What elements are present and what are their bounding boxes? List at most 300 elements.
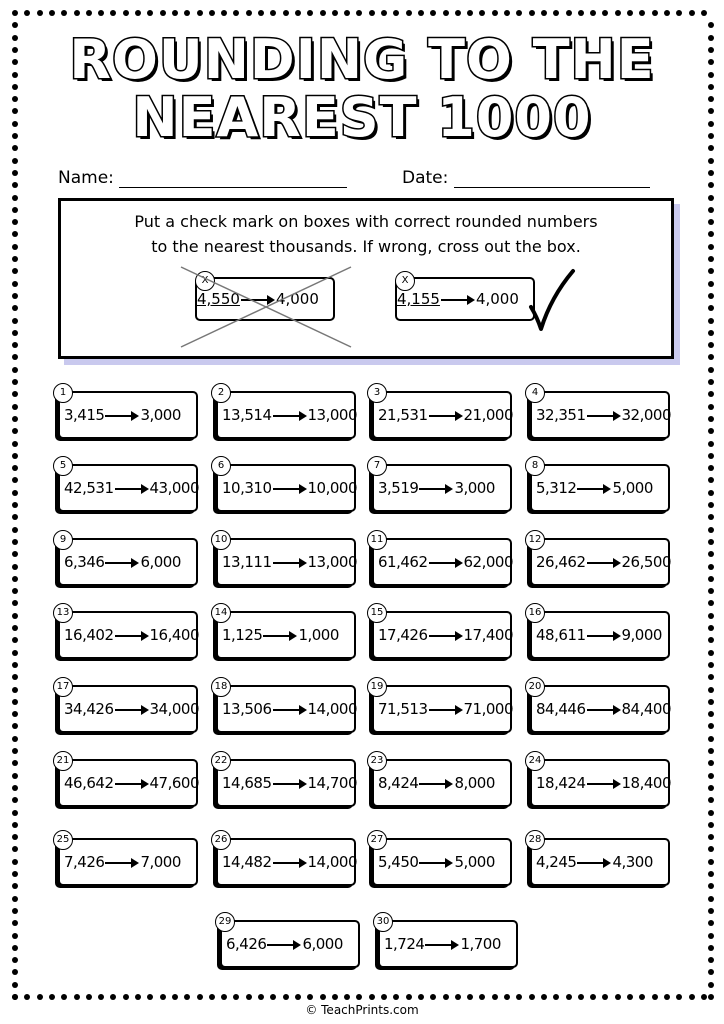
- arrow-icon: [273, 482, 307, 496]
- name-field[interactable]: [119, 187, 347, 188]
- problem-box[interactable]: [214, 534, 357, 586]
- problem-from: 17,426: [378, 626, 428, 644]
- problem-number: 26: [211, 830, 231, 850]
- problem-number: 21: [53, 751, 73, 771]
- border-dot: [381, 10, 387, 16]
- border-dot: [12, 182, 18, 188]
- problem-number: 1: [53, 383, 73, 403]
- border-dot: [209, 10, 215, 16]
- border-dot: [708, 539, 714, 545]
- border-dot: [708, 957, 714, 963]
- border-dot: [418, 994, 424, 1000]
- problem-number: 7: [367, 456, 387, 476]
- border-dot: [708, 637, 714, 643]
- problem-box[interactable]: [370, 607, 513, 659]
- border-dot: [123, 994, 129, 1000]
- border-dot: [12, 920, 18, 926]
- border-dot: [12, 674, 18, 680]
- border-dot: [12, 490, 18, 496]
- problem-to: 5,000: [454, 853, 495, 871]
- border-dot: [708, 416, 714, 422]
- problem-to: 3,000: [140, 406, 181, 424]
- border-dot: [708, 342, 714, 348]
- border-dot: [270, 10, 276, 16]
- problem-box[interactable]: [372, 460, 512, 512]
- border-dot: [708, 564, 714, 570]
- problem-number: 10: [211, 530, 231, 550]
- problem-text: [222, 479, 357, 497]
- problem-number: 28: [525, 830, 545, 850]
- border-dot: [689, 10, 695, 16]
- problem-number: 15: [367, 603, 387, 623]
- border-dot: [12, 367, 18, 373]
- problem-number: 4: [525, 383, 545, 403]
- border-dot: [356, 10, 362, 16]
- problem-to: 3,000: [454, 479, 495, 497]
- border-dot: [602, 10, 608, 16]
- arrow-icon: [577, 482, 611, 496]
- problem-number: 19: [367, 677, 387, 697]
- border-dot: [12, 404, 18, 410]
- border-dot: [12, 785, 18, 791]
- problem-number: 27: [367, 830, 387, 850]
- problem-number: 22: [211, 751, 231, 771]
- border-dot: [12, 342, 18, 348]
- border-dot: [701, 994, 707, 1000]
- problem-text: [378, 774, 495, 792]
- arrow-icon: [429, 409, 463, 423]
- problem-from: 10,310: [222, 479, 272, 497]
- border-dot: [74, 10, 80, 16]
- border-dot: [12, 514, 18, 520]
- border-dot: [123, 10, 129, 16]
- problem-text: [64, 774, 199, 792]
- border-dot: [86, 994, 92, 1000]
- problem-box[interactable]: [56, 607, 199, 659]
- problem-from: 16,402: [64, 626, 114, 644]
- border-dot: [708, 908, 714, 914]
- problem-from: 7,426: [64, 853, 105, 871]
- problem-text: [378, 700, 513, 718]
- border-dot: [12, 281, 18, 287]
- instructions-line-1: Put a check mark on boxes with correct rounded numbers: [134, 212, 598, 231]
- problem-to: 17,400: [463, 626, 513, 644]
- border-dot: [12, 834, 18, 840]
- border-dot: [492, 994, 498, 1000]
- problem-to: 13,000: [307, 406, 357, 424]
- problem-box[interactable]: [56, 681, 199, 733]
- problem-text: [222, 853, 357, 871]
- problem-number: 8: [525, 456, 545, 476]
- border-dot: [209, 994, 215, 1000]
- arrow-icon: [115, 703, 149, 717]
- example-from: 4,155: [397, 290, 440, 308]
- problem-box[interactable]: [58, 534, 198, 586]
- problem-to: 8,000: [454, 774, 495, 792]
- problem-from: 6,426: [226, 935, 267, 953]
- problem-text: [222, 553, 357, 571]
- border-dot: [49, 994, 55, 1000]
- problem-text: [378, 406, 513, 424]
- border-dot: [197, 994, 203, 1000]
- problem-from: 1,724: [384, 935, 425, 953]
- border-dot: [708, 625, 714, 631]
- border-dot: [12, 170, 18, 176]
- problem-text: [536, 479, 653, 497]
- problem-number: 25: [53, 830, 73, 850]
- border-dot: [295, 994, 301, 1000]
- border-dot: [12, 797, 18, 803]
- problem-text: [64, 553, 181, 571]
- problem-text: [536, 553, 671, 571]
- problem-from: 8,424: [378, 774, 419, 792]
- problem-box[interactable]: [216, 387, 357, 439]
- border-dot: [708, 391, 714, 397]
- border-dot: [708, 613, 714, 619]
- border-dot: [12, 748, 18, 754]
- border-dot: [37, 10, 43, 16]
- border-dot: [455, 994, 461, 1000]
- border-dot: [12, 969, 18, 975]
- example-box-checked: [395, 277, 535, 321]
- arrow-icon: [273, 703, 307, 717]
- problem-text: [222, 406, 357, 424]
- border-dot: [578, 994, 584, 1000]
- border-dot: [74, 994, 80, 1000]
- border-dot: [61, 10, 67, 16]
- border-dot: [708, 231, 714, 237]
- border-dot: [12, 982, 18, 988]
- border-dot: [708, 453, 714, 459]
- problem-box[interactable]: [372, 387, 513, 439]
- border-dot: [708, 933, 714, 939]
- border-dot: [553, 994, 559, 1000]
- border-dot: [708, 711, 714, 717]
- problem-number: 3: [367, 383, 387, 403]
- arrow-icon: [273, 409, 307, 423]
- problem-box[interactable]: [214, 834, 357, 886]
- border-dot: [37, 994, 43, 1000]
- problem-text: [378, 479, 495, 497]
- arrow-icon: [105, 856, 139, 870]
- problem-to: 6,000: [140, 553, 181, 571]
- border-dot: [24, 10, 30, 16]
- problem-box[interactable]: [370, 681, 513, 733]
- problem-number: 17: [53, 677, 73, 697]
- border-dot: [467, 10, 473, 16]
- border-dot: [708, 170, 714, 176]
- date-label: Date:: [402, 168, 449, 188]
- problem-number: 30: [373, 912, 393, 932]
- arrow-icon: [419, 482, 453, 496]
- border-dot: [708, 354, 714, 360]
- problem-to: 18,400: [621, 774, 671, 792]
- border-dot: [160, 994, 166, 1000]
- border-dot: [12, 613, 18, 619]
- border-dot: [12, 22, 18, 28]
- problem-number: 23: [367, 751, 387, 771]
- border-dot: [135, 10, 141, 16]
- border-dot: [12, 588, 18, 594]
- instructions-box: [58, 198, 674, 359]
- arrow-icon: [441, 293, 475, 307]
- arrow-icon: [587, 409, 621, 423]
- problem-box[interactable]: [218, 916, 360, 968]
- border-dot: [12, 736, 18, 742]
- border-dot: [12, 293, 18, 299]
- border-dot: [295, 10, 301, 16]
- problem-box[interactable]: [56, 755, 199, 807]
- border-dot: [708, 367, 714, 373]
- instructions-line-2: to the nearest thousands. If wrong, cross out the box.: [151, 237, 581, 256]
- problem-text: [536, 626, 662, 644]
- border-dot: [708, 219, 714, 225]
- border-dot: [708, 441, 714, 447]
- arrow-icon: [105, 556, 139, 570]
- problem-from: 84,446: [536, 700, 586, 718]
- problem-box[interactable]: [370, 534, 513, 586]
- title-line-1: ROUNDING TO THE: [69, 28, 655, 91]
- border-dot: [283, 10, 289, 16]
- problem-text: [536, 700, 671, 718]
- border-dot: [615, 994, 621, 1000]
- border-dot: [12, 687, 18, 693]
- border-dot: [708, 834, 714, 840]
- arrow-icon: [429, 556, 463, 570]
- date-field[interactable]: [454, 187, 650, 188]
- border-dot: [12, 859, 18, 865]
- border-dot: [12, 477, 18, 483]
- border-dot: [708, 920, 714, 926]
- border-dot: [455, 10, 461, 16]
- problem-to: 6,000: [302, 935, 343, 953]
- border-dot: [12, 527, 18, 533]
- border-dot: [197, 10, 203, 16]
- problem-to: 26,500: [621, 553, 671, 571]
- border-dot: [708, 465, 714, 471]
- problem-from: 3,415: [64, 406, 105, 424]
- border-dot: [172, 994, 178, 1000]
- problem-box[interactable]: [370, 834, 512, 886]
- arrow-icon: [105, 409, 139, 423]
- border-dot: [708, 748, 714, 754]
- border-dot: [708, 760, 714, 766]
- border-dot: [12, 354, 18, 360]
- border-dot: [344, 994, 350, 1000]
- border-dot: [12, 244, 18, 250]
- problem-text: [64, 406, 181, 424]
- border-dot: [566, 994, 572, 1000]
- problem-text: [384, 935, 501, 953]
- problem-to: 14,000: [307, 700, 357, 718]
- problem-box[interactable]: [528, 607, 670, 659]
- border-dot: [12, 637, 18, 643]
- problem-box[interactable]: [214, 607, 356, 659]
- border-dot: [708, 527, 714, 533]
- problem-number: 5: [53, 456, 73, 476]
- border-dot: [627, 10, 633, 16]
- problem-from: 32,351: [536, 406, 586, 424]
- border-dot: [541, 994, 547, 1000]
- border-dot: [708, 785, 714, 791]
- problem-to: 9,000: [621, 626, 662, 644]
- problem-box[interactable]: [214, 755, 357, 807]
- arrow-icon: [429, 703, 463, 717]
- border-dot: [12, 945, 18, 951]
- border-dot: [221, 994, 227, 1000]
- problem-to: 84,400: [621, 700, 671, 718]
- border-dot: [12, 195, 18, 201]
- border-dot: [246, 10, 252, 16]
- border-dot: [708, 379, 714, 385]
- border-dot: [184, 994, 190, 1000]
- problem-box[interactable]: [528, 534, 671, 586]
- border-dot: [344, 10, 350, 16]
- border-dot: [566, 10, 572, 16]
- border-dot: [12, 883, 18, 889]
- problem-to: 5,000: [612, 479, 653, 497]
- border-dot: [529, 994, 535, 1000]
- problem-box[interactable]: [370, 755, 512, 807]
- border-dot: [708, 600, 714, 606]
- border-dot: [708, 490, 714, 496]
- problem-to: 71,000: [463, 700, 513, 718]
- border-dot: [258, 994, 264, 1000]
- problem-box[interactable]: [216, 460, 357, 512]
- border-dot: [602, 994, 608, 1000]
- border-dot: [110, 10, 116, 16]
- problem-box[interactable]: [58, 460, 199, 512]
- border-dot: [12, 662, 18, 668]
- border-dot: [708, 477, 714, 483]
- border-dot: [12, 502, 18, 508]
- border-dot: [332, 10, 338, 16]
- problem-box[interactable]: [56, 834, 198, 886]
- border-dot: [708, 859, 714, 865]
- problem-number: 6: [211, 456, 231, 476]
- border-dot: [708, 846, 714, 852]
- border-dot: [615, 10, 621, 16]
- problem-to: 4,300: [612, 853, 653, 871]
- arrow-icon: [273, 556, 307, 570]
- border-dot: [12, 650, 18, 656]
- problem-text: [64, 853, 181, 871]
- problem-number: 20: [525, 677, 545, 697]
- border-dot: [708, 404, 714, 410]
- border-dot: [12, 539, 18, 545]
- border-dot: [479, 10, 485, 16]
- border-dot: [406, 10, 412, 16]
- border-dot: [233, 10, 239, 16]
- problem-box[interactable]: [530, 387, 671, 439]
- border-dot: [701, 10, 707, 16]
- problem-from: 4,245: [536, 853, 577, 871]
- border-dot: [283, 994, 289, 1000]
- example-to: 4,000: [475, 290, 519, 308]
- problem-from: 21,531: [378, 406, 428, 424]
- border-dot: [406, 994, 412, 1000]
- border-dot: [541, 10, 547, 16]
- border-dot: [12, 723, 18, 729]
- border-dot: [12, 231, 18, 237]
- border-dot: [320, 994, 326, 1000]
- border-dot: [652, 994, 658, 1000]
- border-dot: [12, 576, 18, 582]
- border-dot: [708, 514, 714, 520]
- border-dot: [529, 10, 535, 16]
- border-dot: [12, 428, 18, 434]
- border-dot: [172, 10, 178, 16]
- problem-from: 3,519: [378, 479, 419, 497]
- arrow-icon: [419, 777, 453, 791]
- border-dot: [12, 551, 18, 557]
- border-dot: [708, 883, 714, 889]
- border-dot: [393, 10, 399, 16]
- border-dot: [160, 10, 166, 16]
- border-dot: [24, 994, 30, 1000]
- problem-number: 9: [53, 530, 73, 550]
- problem-text: [226, 935, 343, 953]
- border-dot: [61, 994, 67, 1000]
- problem-box[interactable]: [530, 460, 670, 512]
- border-dot: [369, 10, 375, 16]
- border-dot: [590, 994, 596, 1000]
- border-dot: [708, 797, 714, 803]
- border-dot: [12, 305, 18, 311]
- problem-from: 46,642: [64, 774, 114, 792]
- border-dot: [12, 896, 18, 902]
- border-dot: [12, 219, 18, 225]
- border-dot: [369, 994, 375, 1000]
- example-marker: X: [195, 271, 215, 291]
- border-dot: [708, 318, 714, 324]
- problem-from: 5,450: [378, 853, 419, 871]
- example-to: 4,000: [275, 290, 319, 308]
- border-dot: [578, 10, 584, 16]
- problem-text: [64, 479, 199, 497]
- border-dot: [12, 957, 18, 963]
- problem-number: 13: [53, 603, 73, 623]
- border-dot: [708, 22, 714, 28]
- example-marker: X: [395, 271, 415, 291]
- border-dot: [12, 699, 18, 705]
- arrow-icon: [419, 856, 453, 870]
- border-dot: [98, 10, 104, 16]
- problem-to: 14,000: [307, 853, 357, 871]
- arrow-icon: [115, 482, 149, 496]
- problem-box[interactable]: [376, 916, 518, 968]
- cross-out-icon: [177, 265, 355, 349]
- problem-box[interactable]: [528, 681, 671, 733]
- border-dot: [430, 10, 436, 16]
- border-dot: [708, 736, 714, 742]
- problem-box[interactable]: [528, 834, 670, 886]
- border-dot: [676, 994, 682, 1000]
- problem-box[interactable]: [214, 681, 357, 733]
- problem-box[interactable]: [528, 755, 671, 807]
- border-dot: [708, 810, 714, 816]
- footer-credit: © TeachPrints.com: [305, 1003, 419, 1017]
- arrow-icon: [263, 629, 297, 643]
- border-dot: [708, 182, 714, 188]
- border-dot: [393, 994, 399, 1000]
- border-dot: [12, 391, 18, 397]
- border-dot: [708, 293, 714, 299]
- problem-box[interactable]: [58, 387, 198, 439]
- border-dot: [135, 994, 141, 1000]
- border-dot: [708, 982, 714, 988]
- border-dot: [270, 994, 276, 1000]
